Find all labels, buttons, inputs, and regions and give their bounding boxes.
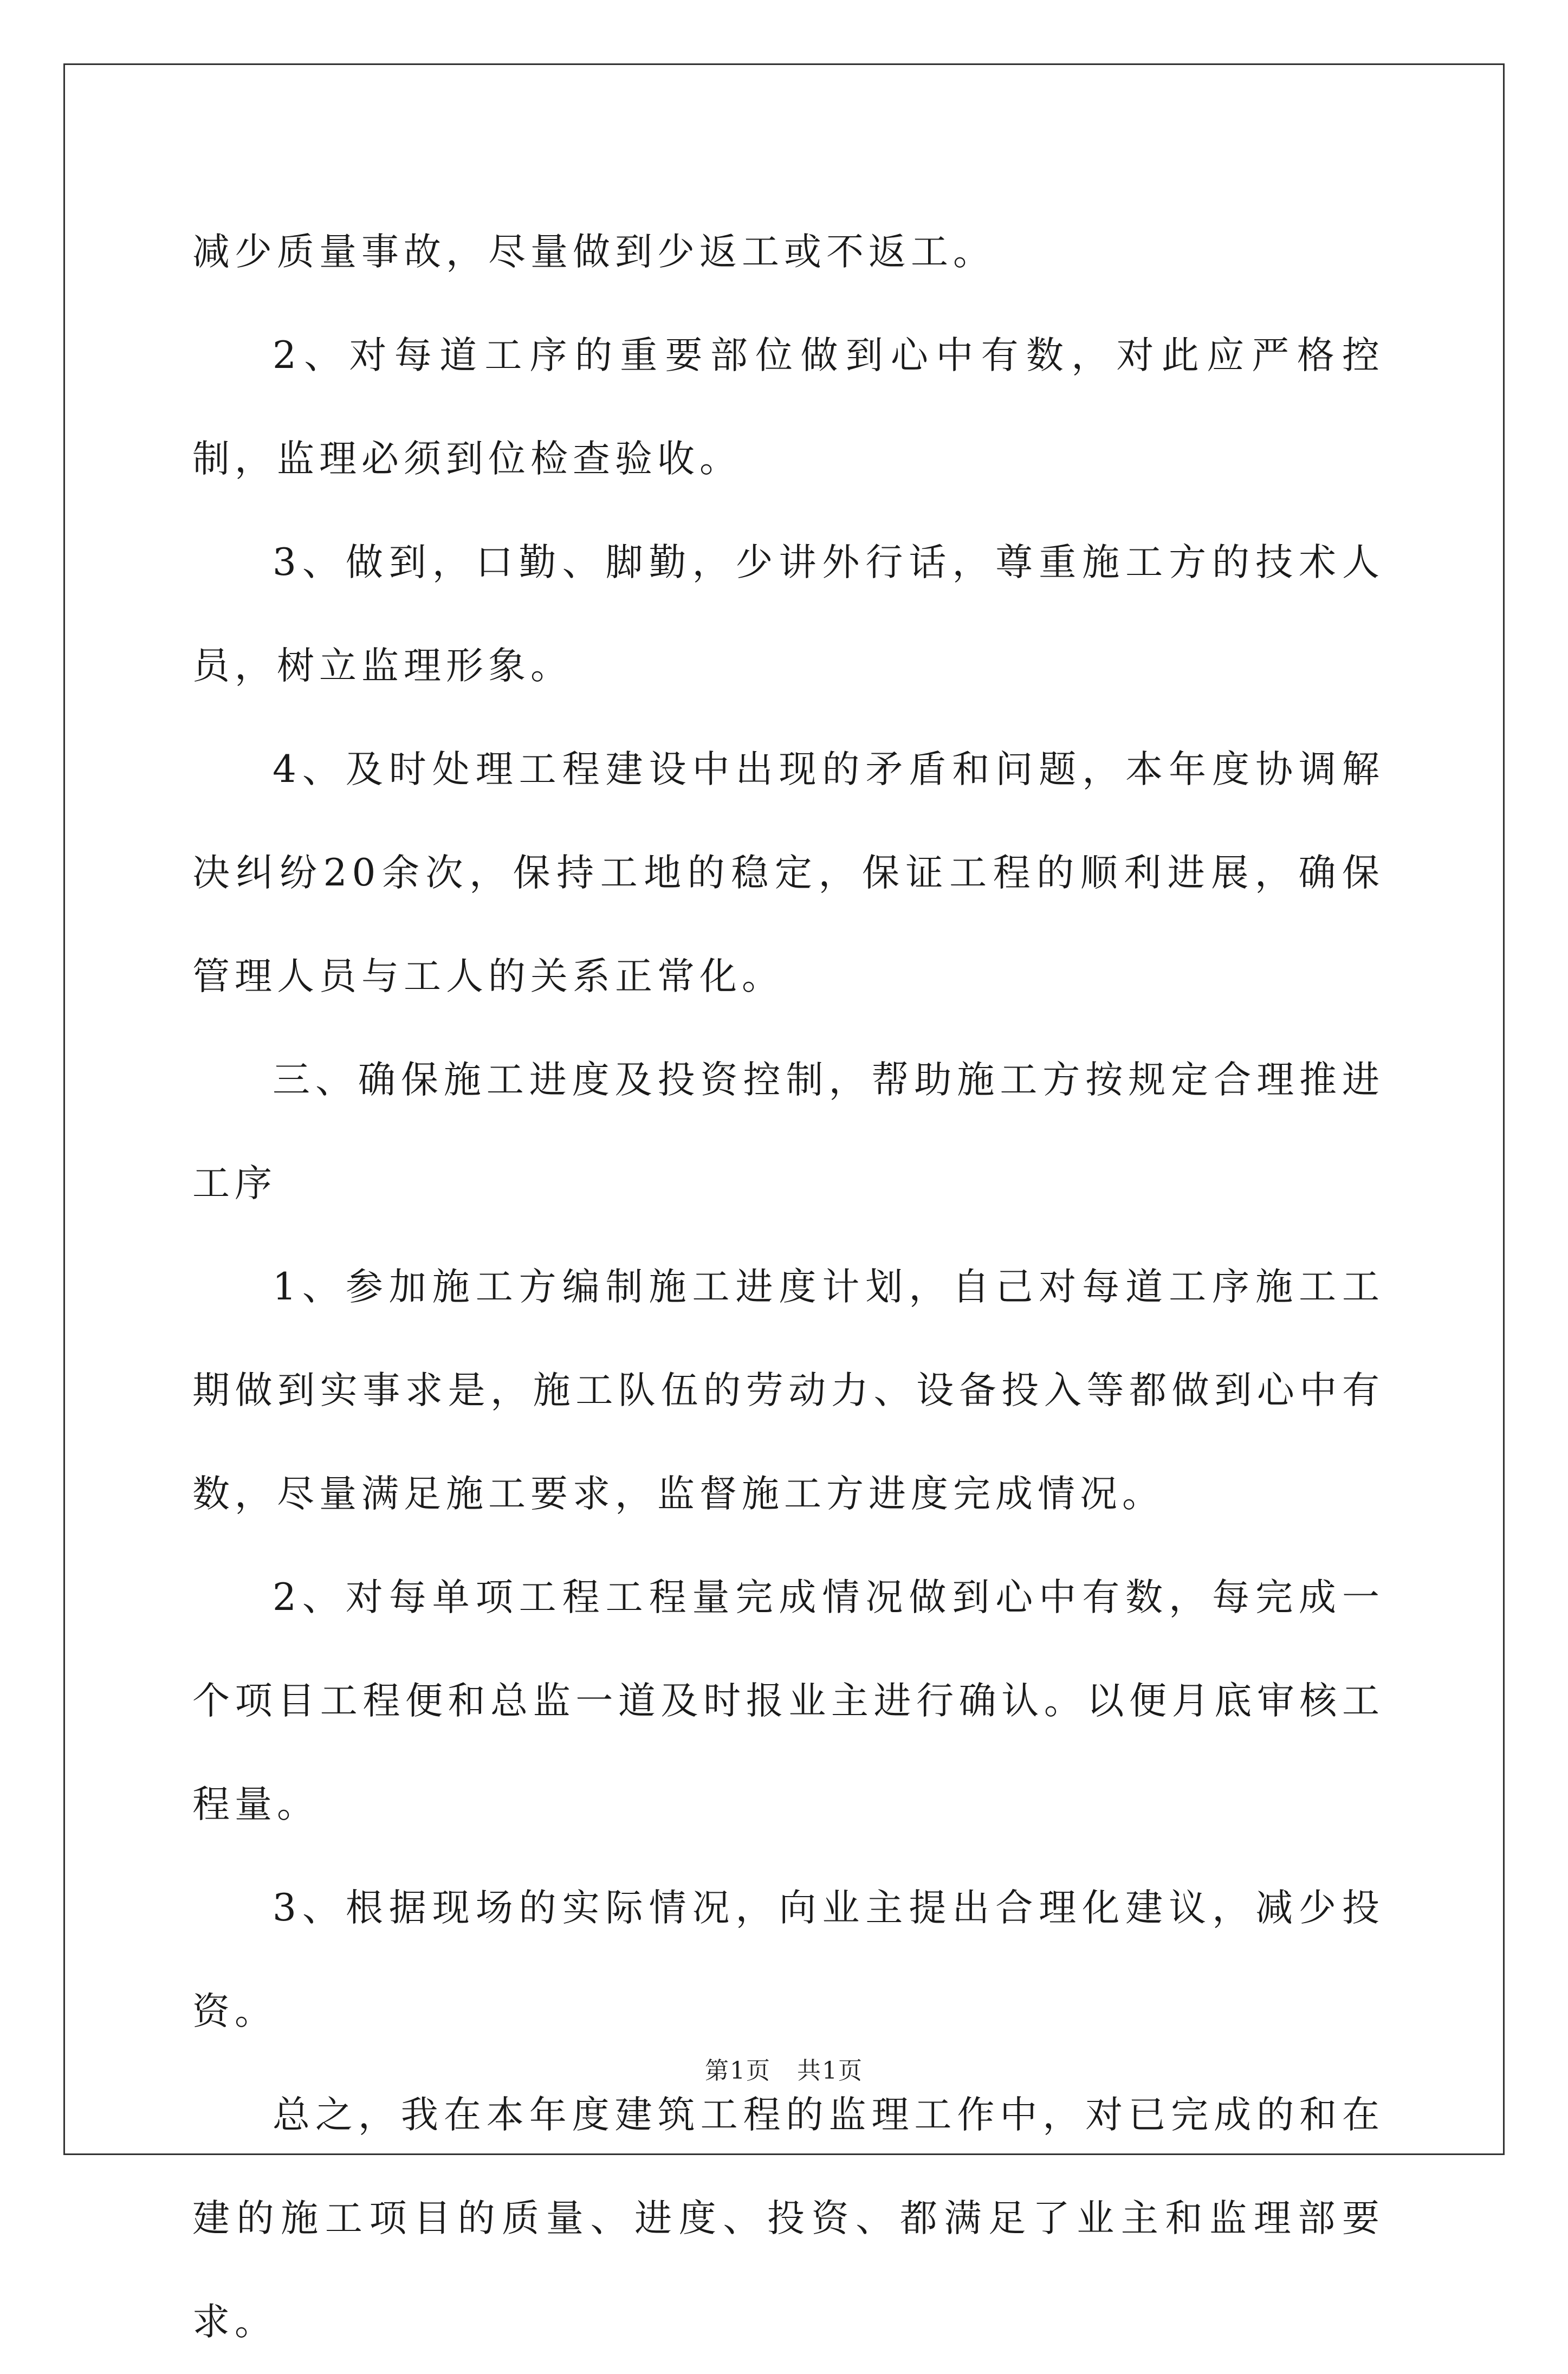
paragraph: 3、根据现场的实际情况，向业主提出合理化建议，减少投资。: [192, 1886, 1384, 2033]
paragraph: 2、对每单项工程工程量完成情况做到心中有数，每完成一个项目工程便和总监一道及时报业主进行确认。以便月底审核工程量。: [192, 1576, 1384, 1826]
paragraph: 4、及时处理工程建设中出现的矛盾和问题，本年度协调解决纠纷20余次，保持工地的稳定，保证工程的顺利进展，确保管理人员与工人的关系正常化。: [192, 748, 1384, 998]
paragraph: 2、对每道工序的重要部位做到心中有数，对此应严格控制，监理必须到位检查验收。: [192, 334, 1384, 481]
paragraph: 1、参加施工方编制施工进度计划，自己对每道工序施工工期做到实事求是，施工队伍的劳动力、设备投入等都做到心中有数，尽量满足施工要求，监督施工方进度完成情况。: [192, 1265, 1384, 1516]
page-number: 第1页: [705, 2057, 771, 2085]
document-body: [192, 200, 1384, 2374]
paragraph: 3、做到，口勤、脚勤，少讲外行话，尊重施工方的技术人员，树立监理形象。: [192, 541, 1384, 688]
section-heading: 三、确保施工进度及投资控制，帮助施工方按规定合理推进工序: [192, 1058, 1384, 1205]
page-footer: [0, 2051, 1568, 2086]
paragraph: 减少质量事故，尽量做到少返工或不返工。: [192, 230, 995, 274]
paragraph: 总之，我在本年度建筑工程的监理工作中，对已完成的和在建的施工项目的质量、进度、投资、都满足了业主和监理部要求。: [192, 2093, 1384, 2344]
page-total: 共1页: [797, 2057, 863, 2085]
